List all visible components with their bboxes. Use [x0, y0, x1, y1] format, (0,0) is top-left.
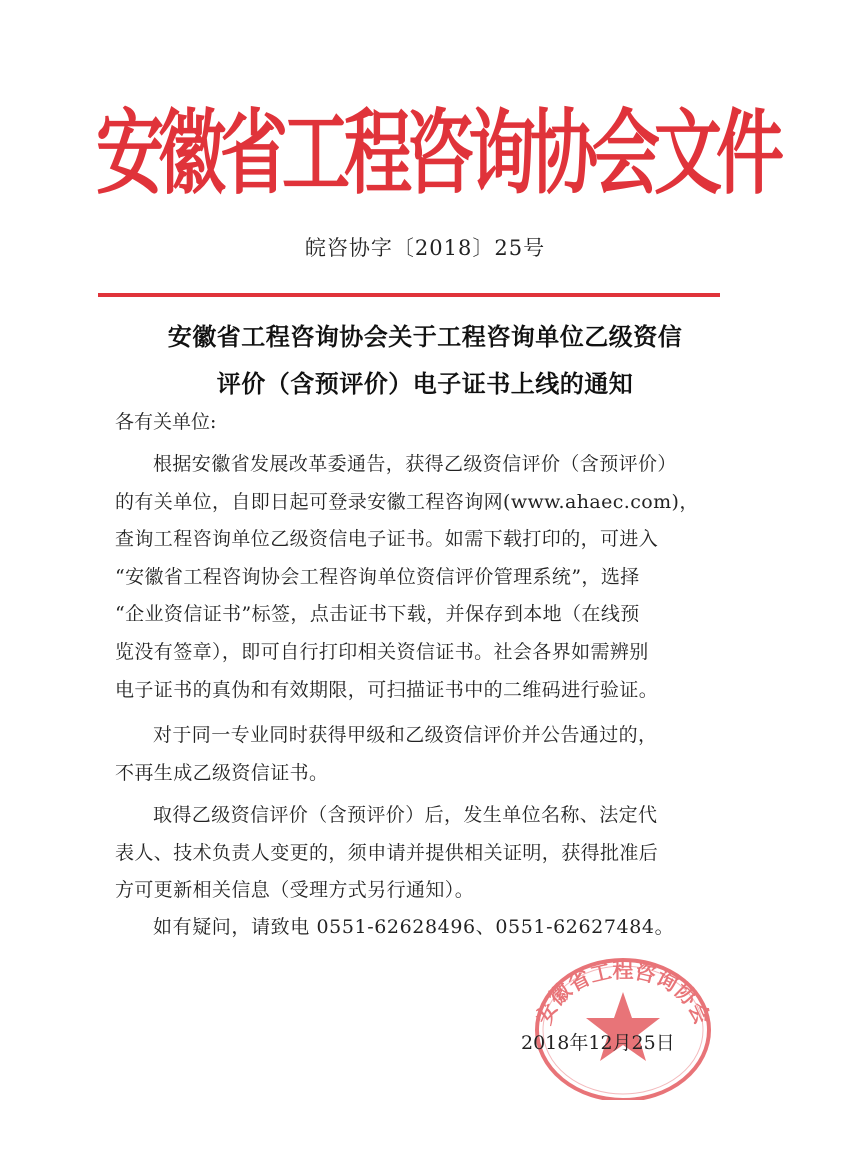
body-line: 取得乙级资信评价（含预评价）后，发生单位名称、法定代	[153, 804, 658, 826]
contact-line: 如有疑问，请致电 0551-62628496、0551-62627484。	[153, 916, 675, 938]
org-header-title: 安徽省工程咨询协会文件	[96, 100, 779, 208]
body-line: 览没有签章），即可自行打印相关资信证书。社会各界如需辨别	[115, 641, 649, 663]
body-line: 查询工程咨询单位乙级资信电子证书。如需下载打印的，可进入	[115, 528, 659, 550]
body-line: 方可更新相关信息（受理方式另行通知）。	[115, 879, 475, 901]
seal-text: 安徽省工程咨询协会	[530, 957, 716, 1028]
red-divider	[98, 293, 720, 297]
body-line: “企业资信证书”标签，点击证书下载，并保存到本地（在线预	[115, 603, 640, 625]
body-line: 根据安徽省发展改革委通告，获得乙级资信评价（含预评价）	[153, 453, 677, 475]
notice-title-line-1: 安徽省工程咨询协会关于工程咨询单位乙级资信	[167, 322, 683, 351]
body-line: 不再生成乙级资信证书。	[115, 762, 329, 784]
body-line: 电子证书的真伪和有效期限，可扫描证书中的二维码进行验证。	[115, 679, 659, 701]
body-line: 对于同一专业同时获得甲级和乙级资信评价并公告通过的，	[153, 724, 658, 746]
document-number: 皖咨协字〔2018〕25号	[304, 236, 546, 260]
notice-title-line-2: 评价（含预评价）电子证书上线的通知	[216, 369, 634, 398]
body-line: 表人、技术负责人变更的，须申请并提供相关证明，获得批准后	[115, 842, 659, 864]
body-line: 的有关单位，自即日起可登录安徽工程咨询网(www.ahaec.com)，	[115, 491, 699, 513]
salutation: 各有关单位:	[115, 411, 217, 433]
body-line: “安徽省工程咨询协会工程咨询单位资信评价管理系统”，选择	[115, 566, 640, 588]
issue-date: 2018年12月25日	[521, 1032, 675, 1054]
official-seal	[528, 940, 718, 1100]
